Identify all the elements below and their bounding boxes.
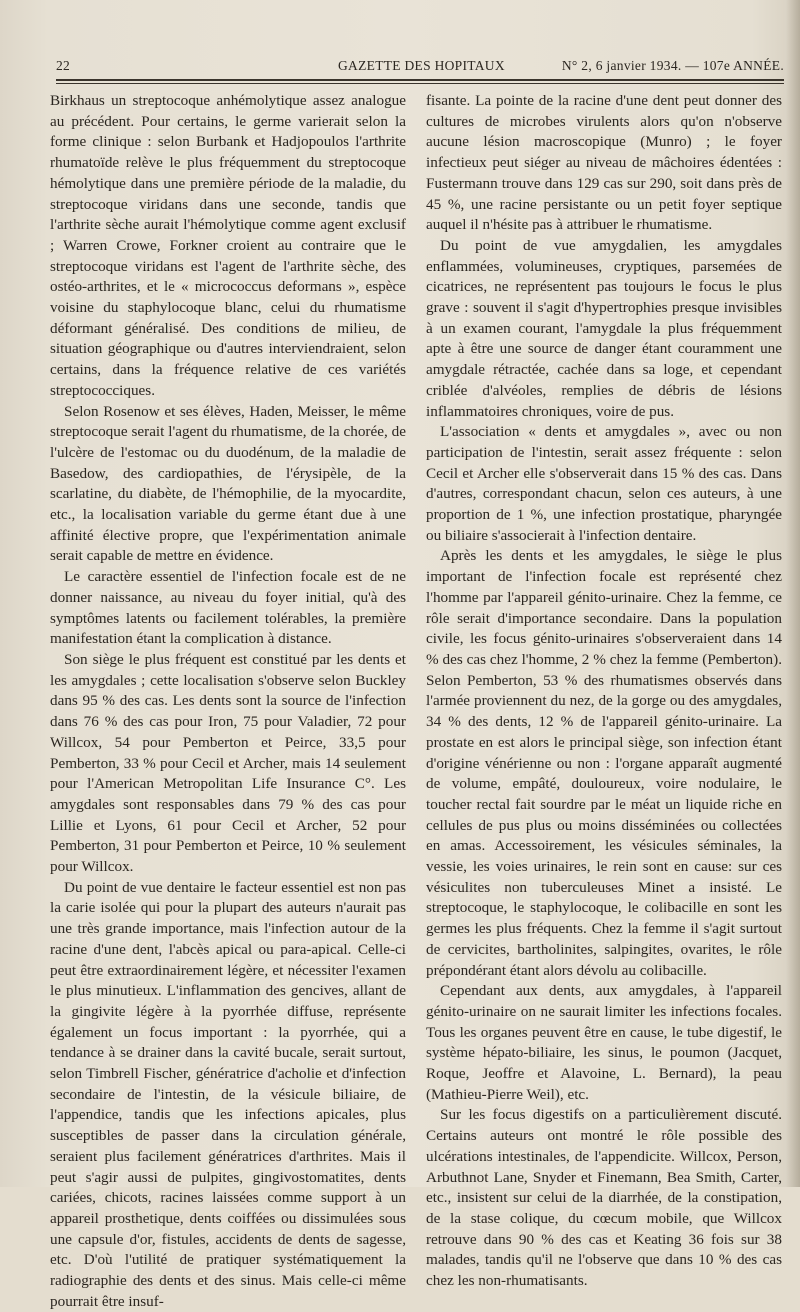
paragraph: Du point de vue amygdalien, les amygdales enflammées, volumineuses, cryptiques, parsemées de cicatrices, ne représentent pas toujours le focus le plus grave : souvent il s'agit d'hypertrophies presque invisibles à un examen courant, l'amygdale la plus fréquemment apte à être une source de danger étant couramment une amygdale rétractée, cachée dans sa loge, et cependant criblée d'alvéoles, remplies de débris de lésions inflammatoires chroniques, voire de pus.: [426, 236, 782, 420]
issue-info: N° 2, 6 janvier 1934. — 107e ANNÉE.: [561, 58, 784, 73]
paragraph: Cependant aux dents, aux amygdales, à l'appareil génito-urinaire on ne saurait limiter les infections focales. Tous les organes peuvent être en cause, le tube digestif, le système hépato-biliaire, les sinus, le poumon (Jacquet, Roque, Jeoffre et Alavoine, L. Bernard), la peau (Mathieu-Pierre Weil), etc.: [426, 982, 782, 1103]
paragraph: Birkhaus un streptocoque anhémolytique assez analogue au précédent. Pour certains, le germe varierait selon la forme clinique : selon Burbank et Hadjopoulos l'arthrite rhumatoïde relève le plus fréquemment du streptocoque hémolytique dans une première période de la maladie, du streptocoque viridans dans une seconde, tandis que l'arthrite sèche aurait l'hémolytique comme agent exclusif ; Warren Crowe, Forkner croient au contraire que le streptocoque viridans est l'agent de l'arthrite sèche, des ostéo-arthrites, et le « micrococcus deformans », espèce voisine du staphylocoque blanc, celui du rhumatisme déformant généralisé. Des conditions de milieu, de situation géographique ou d'autres interviendraient, selon certains, dans la fréquence relative de ces variétés streptococciques.: [50, 92, 406, 399]
paragraph: L'association « dents et amygdales », avec ou non participation de l'intestin, serait assez fréquente : selon Cecil et Archer elle s'observerait dans 15 % des cas. Dans d'autres, correspondant chacun, selon ces auteurs, à une proportion de 1 %, une infection prostatique, pharyngée ou biliaire s'associerait à l'infection dentaire.: [426, 423, 782, 544]
paragraph: Le caractère essentiel de l'infection focale est de ne donner naissance, au niveau du foyer initial, qu'à des symptômes latents ou facilement tolérables, la première manifestation étant la complication à distance.: [50, 568, 406, 648]
header-rule-thick: [56, 79, 784, 81]
paragraph: Selon Rosenow et ses élèves, Haden, Meisser, le même streptocoque serait l'agent du rhumatisme, de la chorée, de l'ulcère de l'estomac ou du duodénum, de la maladie de Basedow, des cardiopathies, de l'érysipèle, de la scarlatine, du diabète, de l'hémophilie, de la myocardite, etc., la localisation variable du germe étant due à une affinité élective propre, que l'expérimentation animale serait capable de mettre en évidence.: [50, 402, 406, 565]
paragraph: fisante. La pointe de la racine d'une dent peut donner des cultures de microbes virulents alors qu'on n'observe aucune lésion macroscopique (Munro) ; le foyer infectieux peut siéger au niveau de mâchoires édentées : Fustermann trouve dans 129 cas sur 290, soit dans près de 45 %, une racine persistante ou un petit foyer septique auquel il n'hésite pas à attribuer le rhumatisme.: [426, 92, 782, 234]
right-column: [426, 91, 782, 1292]
page-edge-shadow: [786, 0, 800, 1187]
header-rule-thin: [56, 83, 784, 84]
page-header: [56, 58, 784, 78]
paragraph: Sur les focus digestifs on a particulièrement discuté. Certains auteurs ont montré le rôle possible des ulcérations intestinales, de l'appendicite. Willcox, Person, Arbuthnot Lane, Snyder et Finemann, Bea Smith, Carter, etc., insistent sur celui de la diarrhée, de la constipation, de la stase colique, du cœcum mobile, que Willcox retrouve dans 90 % des cas et Keating 36 fois sur 38 malades, tandis qu'il ne l'observe que dans 10 % des cas chez les non-rhumatisants.: [426, 1106, 782, 1290]
paragraph: Du point de vue dentaire le facteur essentiel est non pas la carie isolée qui pour la plupart des auteurs n'aurait pas une très grande importance, mais l'infection autour de la racine d'une dent, l'abcès apical ou para-apical. Celle-ci peut être extraordinairement légère, et nécessiter l'examen le plus minutieux. L'inflammation des gencives, allant de la gingivite légère à la pyorrhée diffuse, représente également un focus important : la pyorrhée, qui a tendance à se drainer dans la cavité bucale, serait surtout, selon Timbrell Fischer, génératrice d'acholie et d'infection secondaire de l'intestin, de la vésicule biliaire, de l'appendice, tandis que les infections apicales, plus susceptibles de passer dans la circulation générale, seraient plus facilement génératrices d'arthrites. Mais il peut s'agir aussi de pulpites, gingivostomatites, dents cariées, chicots, racines laissées comme support à un appareil prosthetique, dents coiffées ou dissimulées sous une capsule d'or, fistules, accidents de dents de sagesse, etc. D'où l'utilité de pratiquer systématiquement la radiographie des dents et des sinus. Mais celle-ci même pourrait être insuf-: [50, 878, 406, 1310]
paragraph: Après les dents et les amygdales, le siège le plus important de l'infection focale est représenté chez l'homme par l'appareil génito-urinaire. Chez la femme, ce rôle serait d'importance secondaire. Dans la population civile, les focus génito-urinaires s'observeraient dans 14 % des cas chez l'homme, 2 % chez la femme (Pemberton). Selon Pemberton, 53 % des rhumatismes observés dans l'armée proviennent du nez, de la gorge ou des amygdales, 34 % des dents, 12 % de l'appareil génito-urinaire. La prostate en est alors le principal siège, son infection étant d'origine vénérienne ou non : l'organe apparaît augmenté de volume, empâté, douloureux, voire nodulaire, le toucher rectal fait sourdre par le méat un liquide riche en cellules de pus plus ou moins disséminées ou collectées en amas. Accessoirement, les vésicules séminales, la vessie, les voies urinaires, le rein sont en cause: sur ces vésiculites non tuberculeuses Minet a insisté. Le streptocoque, le staphylocoque, le colibacille en sont les germes les plus fréquents. Chez la femme il s'agit surtout de cervicites, bartholinites, salpingites, ovarites, le rôle prépondérant étant alors dévolu au colibacille.: [426, 547, 782, 979]
paragraph: Son siège le plus fréquent est constitué par les dents et les amygdales ; cette localisation s'observe selon Buckley dans 95 % des cas. Les dents sont la source de l'infection dans 76 % des cas pour Iron, 75 pour Valadier, 72 pour Willcox, 54 pour Pemberton et Peirce, 33,5 pour Pemberton, 33 % pour Cecil et Archer, mais 14 seulement pour l'American Metropolitan Life Insurance C°. Les amygdales sont responsables dans 79 % des cas pour Lillie et Lyons, 61 pour Cecil et Archer, 52 pour Pemberton, 31 pour Pemberton et Peirce, 10 % seulement pour Willcox.: [50, 650, 406, 876]
page-number: 22: [56, 58, 71, 73]
left-column: [50, 91, 406, 1312]
journal-title: GAZETTE DES HOPITAUX: [338, 58, 505, 73]
